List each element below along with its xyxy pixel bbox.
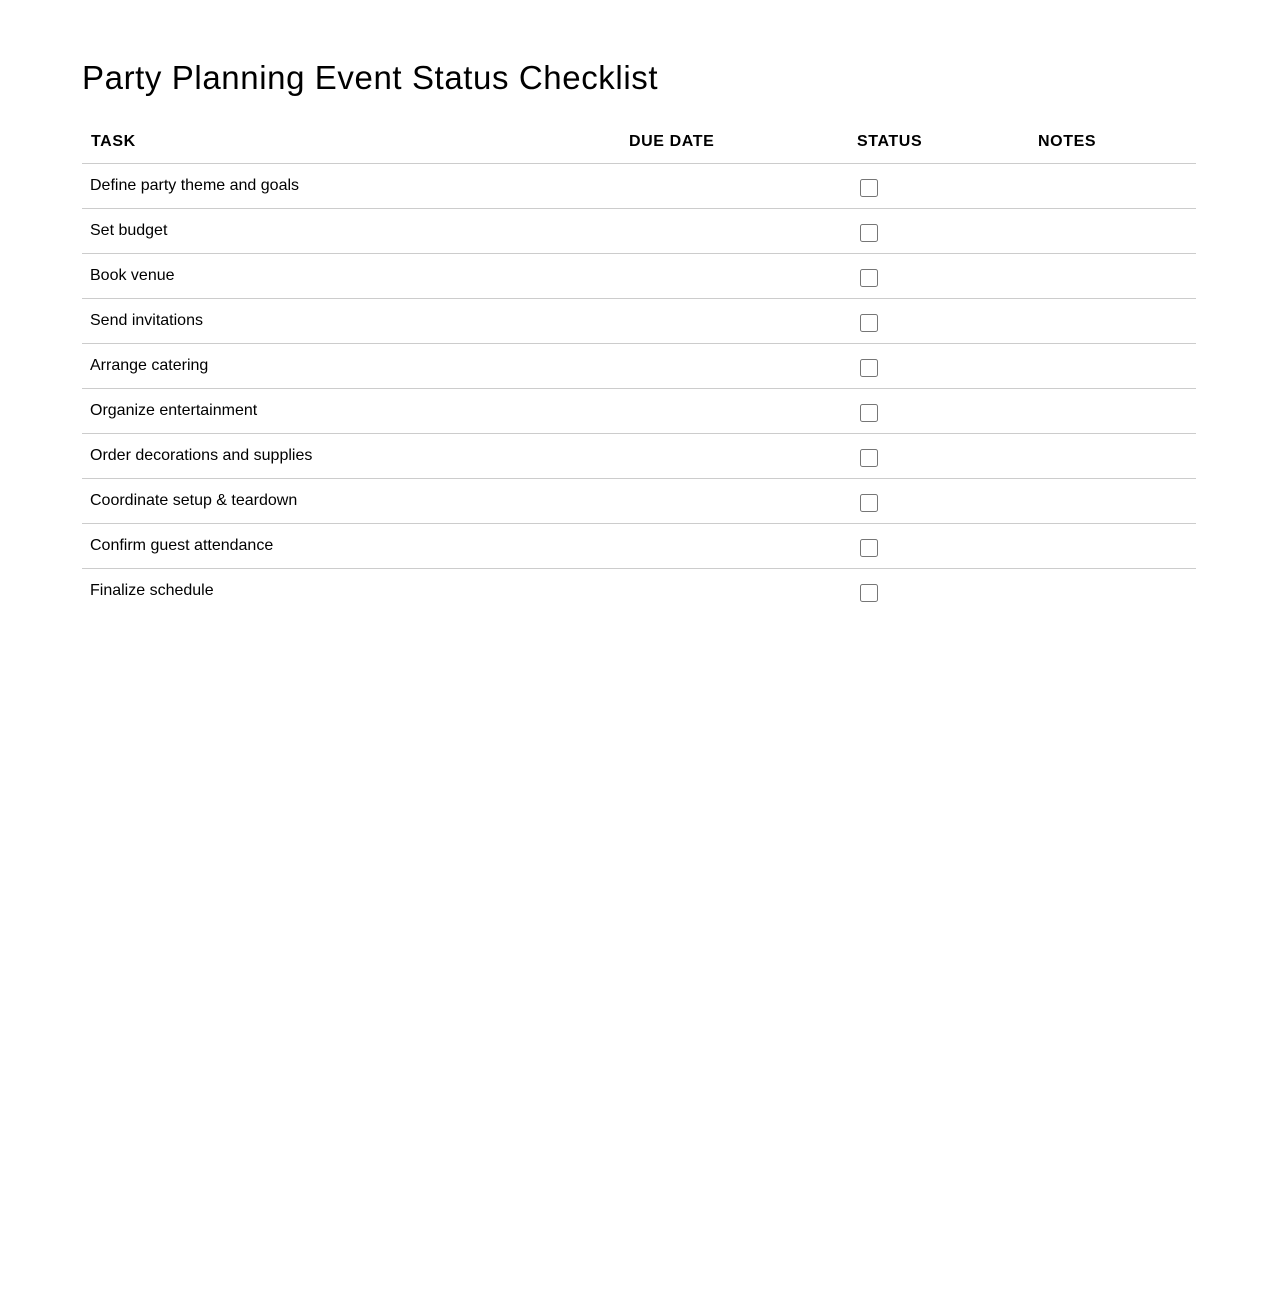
notes-cell: [1038, 177, 1188, 195]
due-date-cell: [629, 357, 829, 375]
task-label: Define party theme and goals: [90, 177, 300, 194]
due-date-cell: [629, 537, 829, 555]
task-label: Book venue: [90, 267, 175, 284]
due-date-cell: [629, 402, 829, 420]
status-checkbox[interactable]: [860, 404, 878, 422]
notes-cell: [1038, 222, 1188, 240]
status-checkbox[interactable]: [860, 314, 878, 332]
status-checkbox[interactable]: [860, 224, 878, 242]
notes-cell: [1038, 267, 1188, 285]
status-checkbox[interactable]: [860, 269, 878, 287]
checklist-table: [82, 118, 1196, 613]
task-label: Confirm guest attendance: [90, 537, 274, 554]
task-label: Finalize schedule: [90, 582, 214, 599]
column-header-due-date: DUE DATE: [629, 133, 715, 150]
status-checkbox[interactable]: [860, 449, 878, 467]
task-row: [82, 299, 1196, 344]
status-checkbox[interactable]: [860, 359, 878, 377]
task-label: Organize entertainment: [90, 402, 258, 419]
due-date-cell: [629, 267, 829, 285]
task-row: [82, 524, 1196, 569]
notes-cell: [1038, 492, 1188, 510]
column-header-task: TASK: [91, 133, 136, 150]
notes-cell: [1038, 357, 1188, 375]
due-date-cell: [629, 582, 829, 600]
task-row: [82, 209, 1196, 254]
notes-cell: [1038, 537, 1188, 555]
task-row: [82, 389, 1196, 434]
task-label: Set budget: [90, 222, 168, 239]
task-label: Arrange catering: [90, 357, 209, 374]
task-row: [82, 344, 1196, 389]
status-checkbox[interactable]: [860, 494, 878, 512]
notes-cell: [1038, 447, 1188, 465]
due-date-cell: [629, 177, 829, 195]
task-row: [82, 254, 1196, 299]
notes-cell: [1038, 402, 1188, 420]
table-header: [82, 118, 1196, 164]
task-row: [82, 434, 1196, 479]
status-checkbox[interactable]: [860, 179, 878, 197]
task-row: [82, 569, 1196, 613]
page-title: Party Planning Event Status Checklist: [82, 59, 659, 96]
due-date-cell: [629, 222, 829, 240]
due-date-cell: [629, 312, 829, 330]
task-label: Order decorations and supplies: [90, 447, 313, 464]
task-row: [82, 479, 1196, 524]
status-checkbox[interactable]: [860, 584, 878, 602]
notes-cell: [1038, 312, 1188, 330]
status-checkbox[interactable]: [860, 539, 878, 557]
notes-cell: [1038, 582, 1188, 600]
column-header-notes: NOTES: [1038, 133, 1097, 150]
due-date-cell: [629, 447, 829, 465]
column-header-status: STATUS: [857, 133, 923, 150]
task-label: Coordinate setup & teardown: [90, 492, 298, 509]
task-row: [82, 164, 1196, 209]
task-label: Send invitations: [90, 312, 203, 329]
due-date-cell: [629, 492, 829, 510]
